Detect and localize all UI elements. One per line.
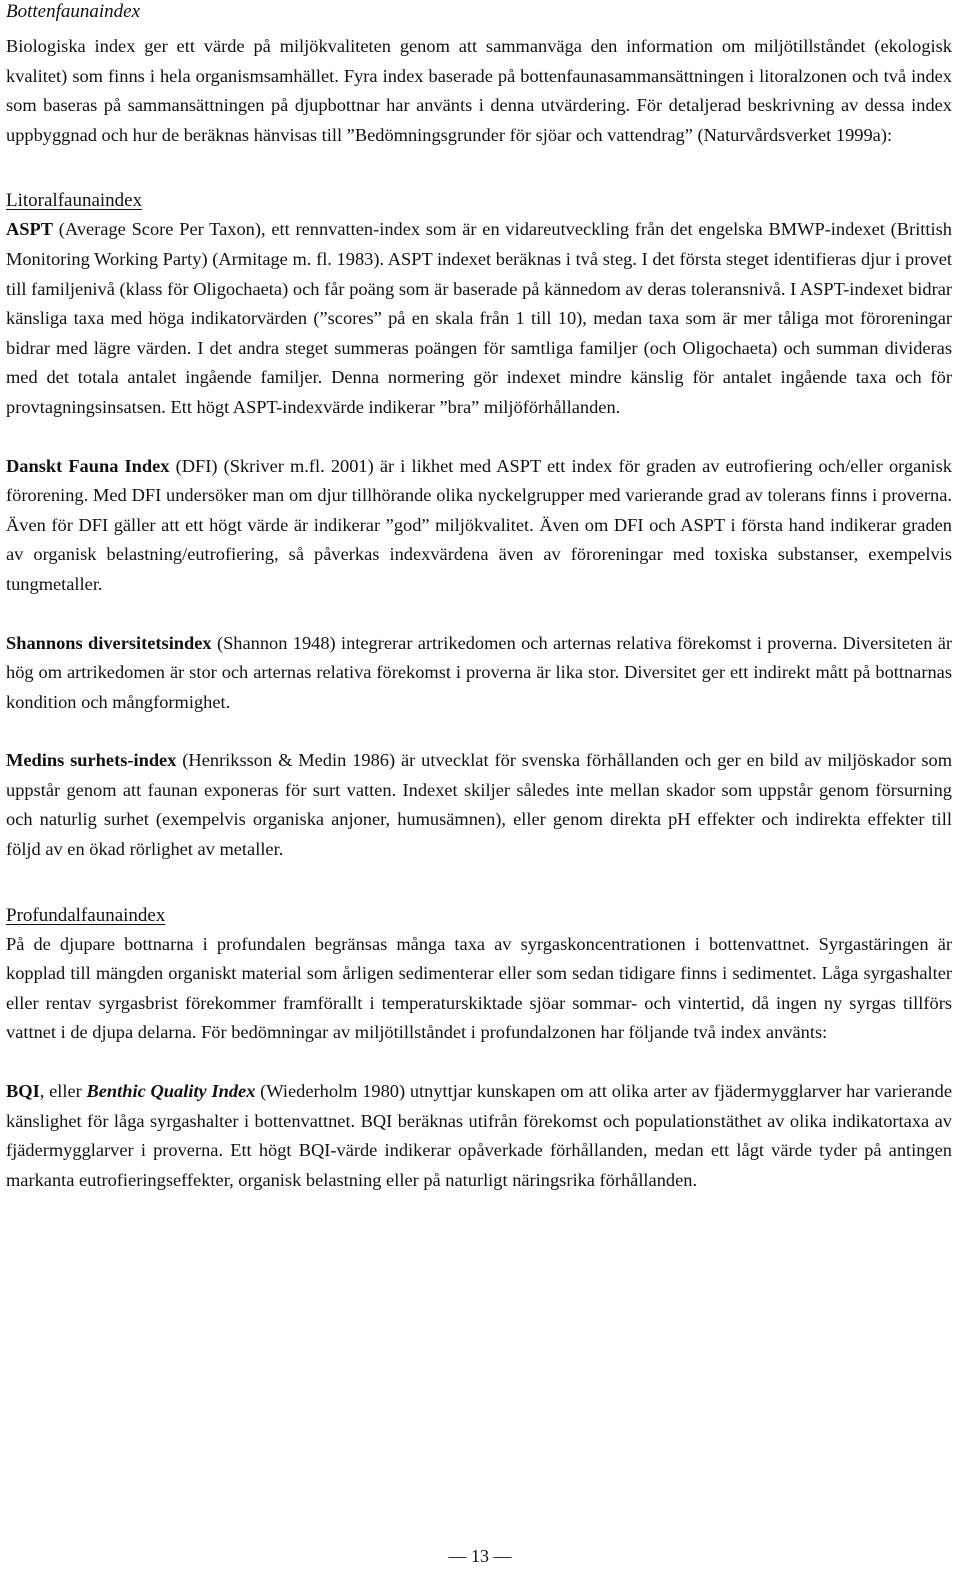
shannon-term: Shannons diversitetsindex: [6, 632, 212, 653]
medin-text: (Henriksson & Medin 1986) är utvecklat för svenska förhållanden och ger en bild av miljöskador som uppstår genom att faunan exponeras för surt vatten. Indexet skiljer således inte mellan skador som uppstår genom försurning och naturlig surhet (exempelvis organiska anjoner, humusämnen), eller genom direkta pH effekter och indirekta effekter till följd av en ökad rörlighet av metaller.: [6, 750, 952, 860]
medin-paragraph: [6, 746, 952, 864]
document-title: Bottenfaunaindex: [6, 1, 141, 22]
dfi-term: Danskt Fauna Index: [6, 455, 170, 476]
page-number: — 13 —: [448, 1546, 512, 1566]
litoral-heading: Litoralfaunaindex: [6, 190, 143, 212]
bqi-term-full: Benthic Quality Index: [86, 1081, 256, 1102]
intro-paragraph: Biologiska index ger ett värde på miljökvaliteten genom att sammanväga den information om miljötillståndet (ekologisk kvalitet) som finns i hela organismsamhället. Fyra index baserade på bottenfaunasammansättningen i litoralzonen och två index som baseras på sammansättningen på djupbottnar har använts i denna utvärdering. För detaljerad beskrivning av dessa index uppbyggnad och hur de beräknas hänvisas till ”Bedömningsgrunder för sjöar och vattendrag” (Naturvårdsverket 1999a):: [6, 36, 952, 145]
aspt-term: ASPT: [6, 219, 54, 240]
bqi-text: (Wiederholm 1980) utnyttjar kunskapen om att olika arter av fjädermygglarver har varierande känslighet för låga syrgashalter i bottenvattnet. BQI beräknas utifrån förekomst och populationstäthet av olika indikatortaxa av fjädermygglarver i proverna. Ett högt BQI-värde indikerar opåverkade förhållanden, medan ett lågt värde tyder på antingen markanta eutrofieringseffekter, organisk belastning eller på naturligt näringsrika förhållanden.: [6, 1081, 952, 1190]
bqi-paragraph: [6, 1077, 952, 1195]
aspt-text: (Average Score Per Taxon), ett rennvatten-index som är en vidareutveckling från det engelska BMWP-indexet (Brittish Monitoring Working Party) (Armitage m. fl. 1983). ASPT indexet beräknas i två steg. I det första steget identifieras djur i provet till familjenivå (klass för Oligochaeta) och får poäng som är baserade på kännedom av deras toleransnivå. I ASPT-indexet bidrar känsliga taxa med höga indikatorvärden (”scores” på en skala från 1 till 10), medan taxa som är mer tåliga mot föroreningar bidrar med lägre värden. I det andra steget summeras poängen för samtliga familjer (och Oligochaeta) och summan divideras med det totala antalet ingående familjer. Denna normering gör indexet mindre känslig för antalet ingående taxa och för provtagningsinsatsen. Ett högt ASPT-indexvärde indikerar ”bra” miljöförhållanden.: [6, 219, 952, 417]
dfi-text: (DFI) (Skriver m.fl. 2001) är i likhet med ASPT ett index för graden av eutrofiering och/eller organisk förorening. Med DFI undersöker man om djur tillhörande olika nyckelgrupper med varierande grad av tolerans finns i proverna. Även för DFI gäller att ett högt värde är indikerar ”god” miljökvalitet. Även om DFI och ASPT i första hand indikerar graden av organisk belastning/eutrofiering, så påverkas indexvärdena även av föroreningar med toxiska substanser, exempelvis tungmetaller.: [6, 455, 952, 594]
aspt-paragraph: [6, 215, 952, 422]
shannon-text: (Shannon 1948) integrerar artrikedomen och arternas relativa förekomst i proverna. Diversiteten är hög om artrikedomen är stor och arternas relativa förekomst i proverna är lika stor. Diversitet ger ett indirekt mått på bottnarnas kondition och mångformighet.: [6, 632, 952, 712]
profundal-heading: Profundalfaunaindex: [6, 904, 166, 926]
bqi-term: BQI: [6, 1081, 40, 1102]
bqi-separator: , eller: [39, 1081, 87, 1102]
medin-term: Medins surhets-index: [6, 750, 177, 771]
dfi-paragraph: [6, 452, 952, 600]
shannon-paragraph: [6, 629, 952, 718]
profundal-intro-paragraph: På de djupare bottnarna i profundalen begränsas många taxa av syrgaskoncentrationen i bottenvattnet. Syrgastäringen är kopplad till mängden organiskt material som årligen sedimenterar eller som sedan tidigare finns i sedimentet. Låga syrgashalter eller rentav syrgasbrist förekommer framförallt i temperaturskiktade sjöar sommar- och vintertid, då ingen ny syrgas tillförs vattnet i de djupa delarna. För bedömningar av miljötillståndet i profundalzonen har följande två index använts:: [6, 933, 952, 1043]
